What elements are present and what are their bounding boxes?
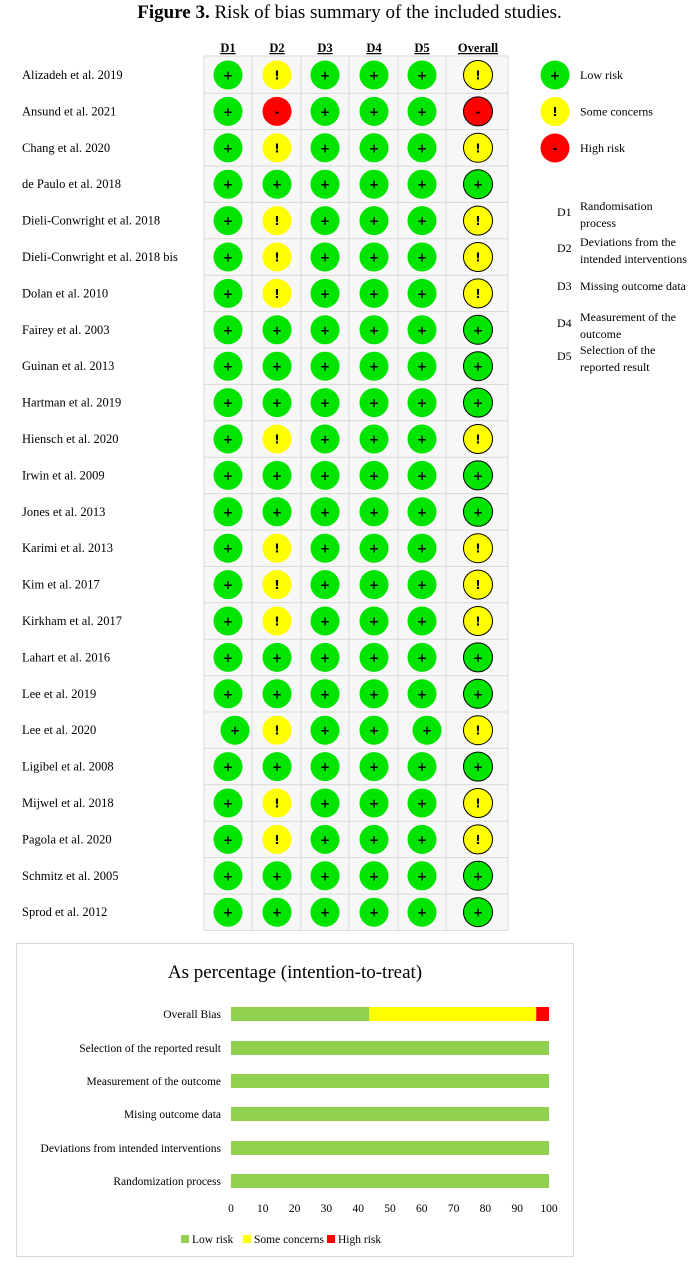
bar-legend-label: Some concerns (254, 1234, 324, 1246)
judgement-symbol: + (222, 286, 234, 301)
study-label: Dieli-Conwright et al. 2018 bis (22, 250, 178, 264)
study-label: Karimi et al. 2013 (22, 541, 113, 556)
judgement-symbol: + (368, 359, 380, 374)
judgement-symbol: ! (475, 723, 481, 738)
x-tick-label: 0 (228, 1203, 234, 1215)
judgement-symbol: + (319, 614, 331, 629)
judgement-symbol: + (222, 214, 234, 229)
judgement-symbol: + (472, 505, 484, 520)
judgement-symbol: + (368, 323, 380, 338)
judgement-symbol: + (416, 650, 428, 665)
domain-description: Deviations from the (580, 235, 676, 249)
judgement-symbol: + (222, 578, 234, 593)
judgement-symbol: ! (475, 614, 481, 629)
study-label: Irwin et al. 2009 (22, 468, 105, 483)
judgement-symbol: + (319, 905, 331, 920)
judgement-symbol: + (319, 104, 331, 119)
judgement-symbol: + (319, 177, 331, 192)
judgement-symbol: ! (274, 614, 280, 629)
judgement-symbol: ! (475, 250, 481, 265)
judgement-symbol: + (222, 796, 234, 811)
domain-description: process (580, 216, 616, 230)
category-label: Randomization process (113, 1176, 221, 1188)
category-label: Mising outcome data (123, 1109, 221, 1121)
x-tick-label: 40 (352, 1203, 364, 1215)
judgement-symbol: + (416, 614, 428, 629)
judgement-symbol: + (416, 214, 428, 229)
category-label: Selection of the reported result (79, 1043, 221, 1055)
judgement-symbol: + (416, 323, 428, 338)
study-label: Schmitz et al. 2005 (22, 868, 119, 883)
domain-description: Missing outcome data (580, 279, 686, 293)
study-label: Kirkham et al. 2017 (22, 614, 122, 628)
judgement-symbol: + (222, 687, 234, 702)
study-label: Guinan et al. 2013 (22, 359, 115, 374)
figure-caption-text: Risk of bias summary of the included studies. (209, 2, 562, 23)
x-tick-label: 30 (320, 1203, 333, 1215)
study-label: Mijwel et al. 2018 (22, 796, 114, 810)
judgement-symbol: + (368, 104, 380, 119)
bar-segment-low (231, 1074, 549, 1088)
judgement-symbol: ! (274, 723, 280, 738)
category-label: Deviations from intended interventions (40, 1143, 221, 1155)
judgement-symbol: + (319, 323, 331, 338)
bar-segment-low (231, 1041, 549, 1055)
judgement-symbol: ! (475, 578, 481, 593)
judgement-symbol: + (222, 141, 234, 156)
judgement-symbol: ! (475, 286, 481, 301)
judgement-symbol: + (368, 796, 380, 811)
legend-label: High risk (580, 141, 625, 155)
judgement-symbol: + (416, 396, 428, 411)
judgement-symbol: + (368, 432, 380, 447)
study-label: Lee et al. 2019 (22, 686, 97, 701)
legend-symbol: + (549, 68, 561, 83)
judgement-symbol: + (222, 541, 234, 556)
judgement-symbol: + (222, 760, 234, 775)
judgement-symbol: + (416, 869, 428, 884)
judgement-symbol: + (368, 541, 380, 556)
judgement-symbol: ! (475, 214, 481, 229)
judgement-symbol: + (222, 250, 234, 265)
judgement-symbol: ! (274, 250, 280, 265)
judgement-symbol: + (472, 359, 484, 374)
judgement-symbol: + (368, 760, 380, 775)
judgement-symbol: + (319, 250, 331, 265)
judgement-symbol: + (368, 650, 380, 665)
study-label: Hiensch et al. 2020 (22, 432, 119, 446)
judgement-symbol: + (416, 687, 428, 702)
judgement-symbol: + (368, 68, 380, 83)
domain-code: D5 (557, 349, 572, 363)
judgement-symbol: + (416, 141, 428, 156)
judgement-symbol: - (475, 104, 481, 119)
judgement-symbol: ! (475, 832, 481, 847)
legend-symbol: - (552, 141, 558, 156)
domain-header-d2: D2 (269, 41, 285, 55)
x-tick-label: 80 (479, 1203, 492, 1215)
figure-caption-bold: Figure 3. (137, 2, 210, 23)
percentage-chart-panel (16, 943, 574, 1257)
judgement-symbol: ! (274, 286, 280, 301)
bar-segment-high (536, 1007, 549, 1021)
judgement-symbol: + (368, 177, 380, 192)
judgement-symbol: + (222, 832, 234, 847)
judgement-symbol: ! (274, 832, 280, 847)
bar-legend-label: High risk (338, 1234, 382, 1246)
judgement-symbol: + (222, 468, 234, 483)
judgement-symbol: ! (475, 141, 481, 156)
judgement-symbol: + (319, 832, 331, 847)
judgement-symbol: + (319, 796, 331, 811)
judgement-symbol: + (319, 650, 331, 665)
judgement-symbol: + (271, 468, 283, 483)
judgement-symbol: + (319, 286, 331, 301)
judgement-symbol: ! (475, 541, 481, 556)
judgement-symbol: + (472, 687, 484, 702)
judgement-symbol: + (271, 505, 283, 520)
study-label: Chang et al. 2020 (22, 140, 111, 155)
domain-header-overall: Overall (457, 41, 499, 55)
judgement-symbol: + (472, 869, 484, 884)
study-label: Dolan et al. 2010 (22, 286, 109, 301)
judgement-symbol: + (416, 468, 428, 483)
judgement-symbol: + (368, 468, 380, 483)
judgement-symbol: + (368, 687, 380, 702)
x-tick-label: 70 (447, 1203, 460, 1215)
judgement-symbol: - (274, 104, 280, 119)
judgement-symbol: + (416, 541, 428, 556)
x-tick-label: 10 (257, 1203, 269, 1215)
judgement-symbol: + (319, 432, 331, 447)
judgement-symbol: + (416, 760, 428, 775)
judgement-symbol: + (368, 723, 380, 738)
study-label: Sprod et al. 2012 (22, 905, 108, 920)
judgement-symbol: + (319, 869, 331, 884)
study-label: de Paulo et al. 2018 (22, 177, 121, 192)
judgement-symbol: + (271, 323, 283, 338)
judgement-symbol: ! (475, 796, 481, 811)
judgement-symbol: + (319, 541, 331, 556)
judgement-symbol: + (271, 396, 283, 411)
judgement-symbol: ! (274, 214, 280, 229)
x-tick-label: 100 (540, 1203, 558, 1215)
bar-legend-swatch-some (243, 1235, 251, 1243)
judgement-symbol: + (368, 578, 380, 593)
judgement-symbol: + (319, 68, 331, 83)
judgement-symbol: + (222, 68, 234, 83)
judgement-symbol: + (416, 578, 428, 593)
judgement-symbol: + (421, 723, 433, 738)
domain-description: intended interventions (580, 252, 687, 266)
judgement-symbol: + (416, 905, 428, 920)
x-tick-label: 50 (384, 1203, 396, 1215)
judgement-symbol: + (319, 396, 331, 411)
judgement-symbol: + (222, 505, 234, 520)
bar-segment-some (369, 1007, 536, 1021)
judgement-symbol: + (222, 396, 234, 411)
judgement-symbol: + (368, 869, 380, 884)
judgement-symbol: + (368, 832, 380, 847)
judgement-symbol: + (416, 796, 428, 811)
x-tick-label: 60 (416, 1203, 428, 1215)
judgement-symbol: + (319, 723, 331, 738)
judgement-symbol: + (416, 359, 428, 374)
judgement-symbol: + (368, 905, 380, 920)
percentage-bar-chart (17, 944, 573, 1256)
domain-header-d3: D3 (317, 41, 333, 55)
category-label: Measurement of the outcome (86, 1076, 221, 1088)
judgement-symbol: + (472, 760, 484, 775)
domain-description: outcome (580, 327, 622, 341)
domain-code: D3 (557, 279, 572, 293)
judgement-symbol: + (319, 687, 331, 702)
domain-description: Selection of the (580, 343, 656, 357)
judgement-symbol: + (368, 286, 380, 301)
category-label: Overall Bias (163, 1009, 221, 1021)
judgement-symbol: + (271, 359, 283, 374)
study-label: Ansund et al. 2021 (22, 104, 117, 119)
judgement-symbol: + (222, 869, 234, 884)
judgement-symbol: + (416, 505, 428, 520)
judgement-symbol: ! (274, 578, 280, 593)
judgement-symbol: + (416, 250, 428, 265)
judgement-symbol: + (271, 177, 283, 192)
judgement-symbol: + (416, 177, 428, 192)
judgement-symbol: + (319, 214, 331, 229)
study-label: Lahart et al. 2016 (22, 650, 111, 665)
legend-label: Low risk (580, 68, 623, 82)
judgement-symbol: ! (274, 141, 280, 156)
judgement-symbol: + (271, 687, 283, 702)
judgement-symbol: ! (475, 432, 481, 447)
domain-description: reported result (580, 360, 650, 374)
judgement-symbol: + (319, 505, 331, 520)
bar-segment-low (231, 1007, 369, 1021)
judgement-symbol: + (416, 104, 428, 119)
judgement-symbol: + (368, 250, 380, 265)
judgement-symbol: + (222, 323, 234, 338)
judgement-symbol: + (472, 468, 484, 483)
judgement-symbol: + (271, 905, 283, 920)
bar-legend-swatch-high (327, 1235, 335, 1243)
judgement-symbol: ! (274, 541, 280, 556)
bar-legend-label: Low risk (192, 1234, 234, 1246)
judgement-symbol: + (271, 869, 283, 884)
judgement-symbol: + (319, 760, 331, 775)
bar-chart-title: As percentage (intention-to-treat) (167, 962, 423, 983)
judgement-symbol: + (368, 396, 380, 411)
study-label: Ligibel et al. 2008 (22, 759, 114, 774)
judgement-symbol: + (368, 214, 380, 229)
judgement-symbol: + (222, 432, 234, 447)
x-tick-label: 20 (288, 1203, 301, 1215)
judgement-symbol: + (472, 323, 484, 338)
study-label: Alizadeh et al. 2019 (22, 68, 123, 82)
domain-code: D1 (557, 205, 572, 219)
legend-label: Some concerns (580, 104, 653, 119)
judgement-symbol: + (222, 359, 234, 374)
domain-code: D2 (557, 241, 572, 255)
legend-symbol: ! (552, 105, 558, 119)
judgement-symbol: + (472, 650, 484, 665)
domain-code: D4 (557, 316, 572, 330)
judgement-symbol: ! (274, 432, 280, 447)
study-label: Dieli-Conwright et al. 2018 (22, 213, 161, 228)
bar-segment-low (231, 1141, 549, 1155)
study-label: Fairey et al. 2003 (22, 322, 110, 337)
domain-header-d5: D5 (414, 41, 430, 55)
judgement-symbol: ! (274, 796, 280, 811)
bar-legend-swatch-low (181, 1235, 189, 1243)
judgement-symbol: + (416, 68, 428, 83)
domain-description: Randomisation (580, 199, 653, 213)
judgement-symbol: + (222, 905, 234, 920)
domain-description: Measurement of the (580, 310, 676, 324)
judgement-symbol: + (271, 760, 283, 775)
x-tick-label: 90 (511, 1203, 523, 1215)
judgement-symbol: + (271, 650, 283, 665)
judgement-symbol: + (222, 614, 234, 629)
judgement-symbol: + (222, 650, 234, 665)
judgement-symbol: + (416, 286, 428, 301)
judgement-symbol: + (416, 832, 428, 847)
judgement-symbol: + (319, 468, 331, 483)
judgement-symbol: + (319, 141, 331, 156)
bar-segment-low (231, 1107, 549, 1121)
judgement-symbol: + (416, 432, 428, 447)
judgement-symbol: + (368, 505, 380, 520)
judgement-symbol: + (222, 104, 234, 119)
judgement-symbol: + (368, 141, 380, 156)
judgement-symbol: ! (274, 68, 280, 83)
bar-segment-low (231, 1174, 549, 1188)
study-label: Lee et al. 2020 (22, 723, 97, 738)
study-label: Hartman et al. 2019 (22, 395, 122, 410)
judgement-symbol: + (222, 177, 234, 192)
judgement-symbol: + (472, 177, 484, 192)
study-label: Kim et al. 2017 (22, 577, 100, 592)
study-label: Jones et al. 2013 (22, 504, 106, 519)
judgement-symbol: + (472, 396, 484, 411)
judgement-symbol: ! (475, 68, 481, 83)
study-label: Pagola et al. 2020 (22, 832, 112, 847)
domain-header-d1: D1 (220, 41, 236, 55)
judgement-symbol: + (319, 578, 331, 593)
judgement-symbol: + (319, 359, 331, 374)
domain-header-d4: D4 (366, 41, 382, 55)
judgement-symbol: + (472, 905, 484, 920)
judgement-symbol: + (229, 723, 241, 738)
judgement-symbol: + (368, 614, 380, 629)
